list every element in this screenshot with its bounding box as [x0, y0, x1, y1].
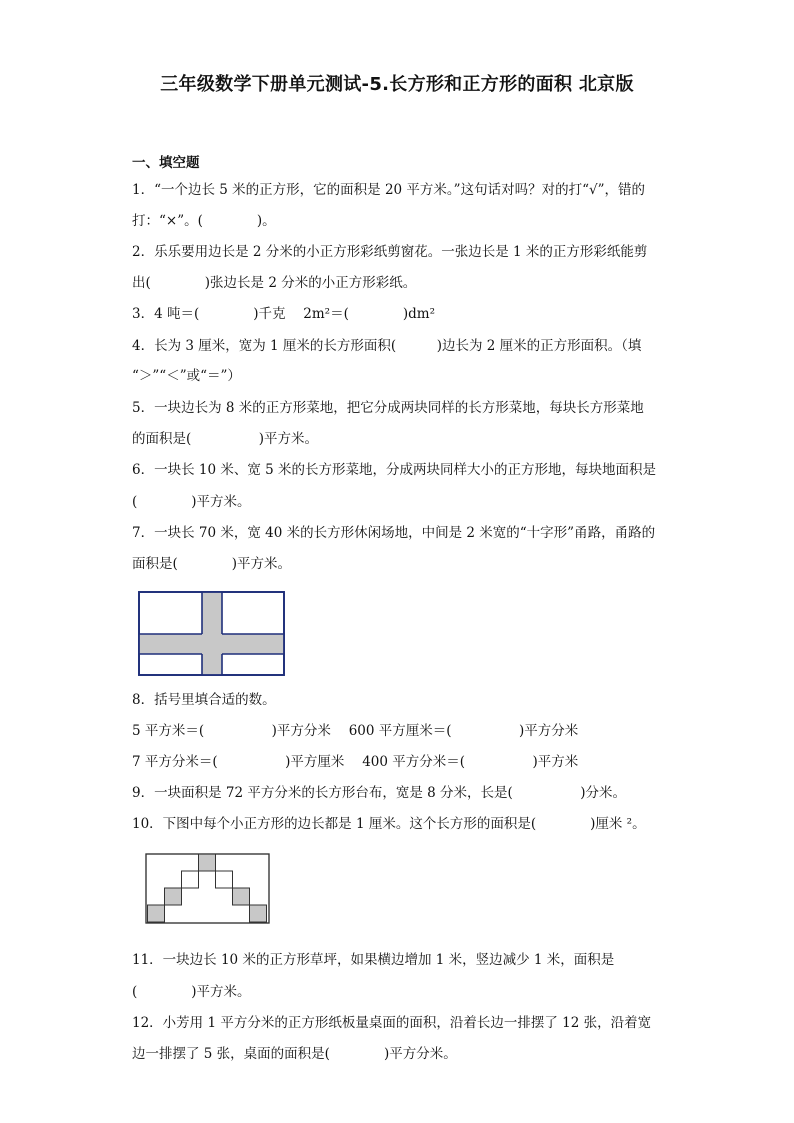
question-line: 2．乐乐要用边长是 2 分米的小正方形彩纸剪窗花。一张边长是 1 米的正方形彩纸能剪	[132, 244, 648, 260]
question-line: 打：“×”。( )。	[132, 213, 276, 229]
question-line: 8．括号里填合适的数。	[132, 692, 276, 708]
question-line: 7 平方分米＝( )平方厘米 400 平方分米＝( )平方米	[132, 754, 579, 770]
question-line: 3．4 吨＝( )千克 2m²＝( )dm²	[132, 306, 435, 322]
question-line: 11．一块边长 10 米的正方形草坪，如果横边增加 1 米，竖边减少 1 米，面积是	[132, 952, 615, 968]
question-line: 的面积是( )平方米。	[132, 431, 319, 447]
document-title: 三年级数学下册单元测试-5.长方形和正方形的面积 北京版	[160, 74, 634, 95]
question-line: 10．下图中每个小正方形的边长都是 1 厘米。这个长方形的面积是( )厘米 ²。	[132, 816, 646, 832]
question-line: 1．“一个边长 5 米的正方形，它的面积是 20 平方米。”这句话对吗？对的打“√”，错的	[132, 182, 645, 198]
staircase-squares-figure	[145, 853, 271, 925]
question-line: 5．一块边长为 8 米的正方形菜地，把它分成两块同样的长方形菜地，每块长方形菜地	[132, 400, 644, 416]
question-line: 7．一块长 70 米，宽 40 米的长方形休闲场地，中间是 2 米宽的“十字形”甬路，甬路的	[132, 525, 656, 541]
question-line: 6．一块长 10 米、宽 5 米的长方形菜地，分成两块同样大小的正方形地，每块地面积是	[132, 462, 657, 478]
question-line: ( )平方米。	[132, 494, 251, 510]
question-line: ( )平方米。	[132, 984, 251, 1000]
section-heading: 一、填空题	[132, 155, 200, 171]
question-line: 5 平方米＝( )平方分米 600 平方厘米＝( )平方分米	[132, 723, 579, 739]
question-line: 4．长为 3 厘米，宽为 1 厘米的长方形面积( )边长为 2 厘米的正方形面积。（填	[132, 338, 642, 354]
question-line: 9．一块面积是 72 平方分米的长方形台布，宽是 8 分米，长是( )分米。	[132, 785, 627, 801]
cross-path-figure	[138, 591, 286, 677]
question-line: “＞”“＜”或“＝”）	[132, 368, 241, 384]
question-line: 边一排摆了 5 张，桌面的面积是( )平方分米。	[132, 1046, 457, 1062]
question-line: 出( )张边长是 2 分米的小正方形彩纸。	[132, 275, 417, 291]
question-line: 面积是( )平方米。	[132, 556, 292, 572]
question-line: 12．小芳用 1 平方分米的正方形纸板量桌面的面积，沿着长边一排摆了 12 张，沿着宽	[132, 1015, 652, 1031]
